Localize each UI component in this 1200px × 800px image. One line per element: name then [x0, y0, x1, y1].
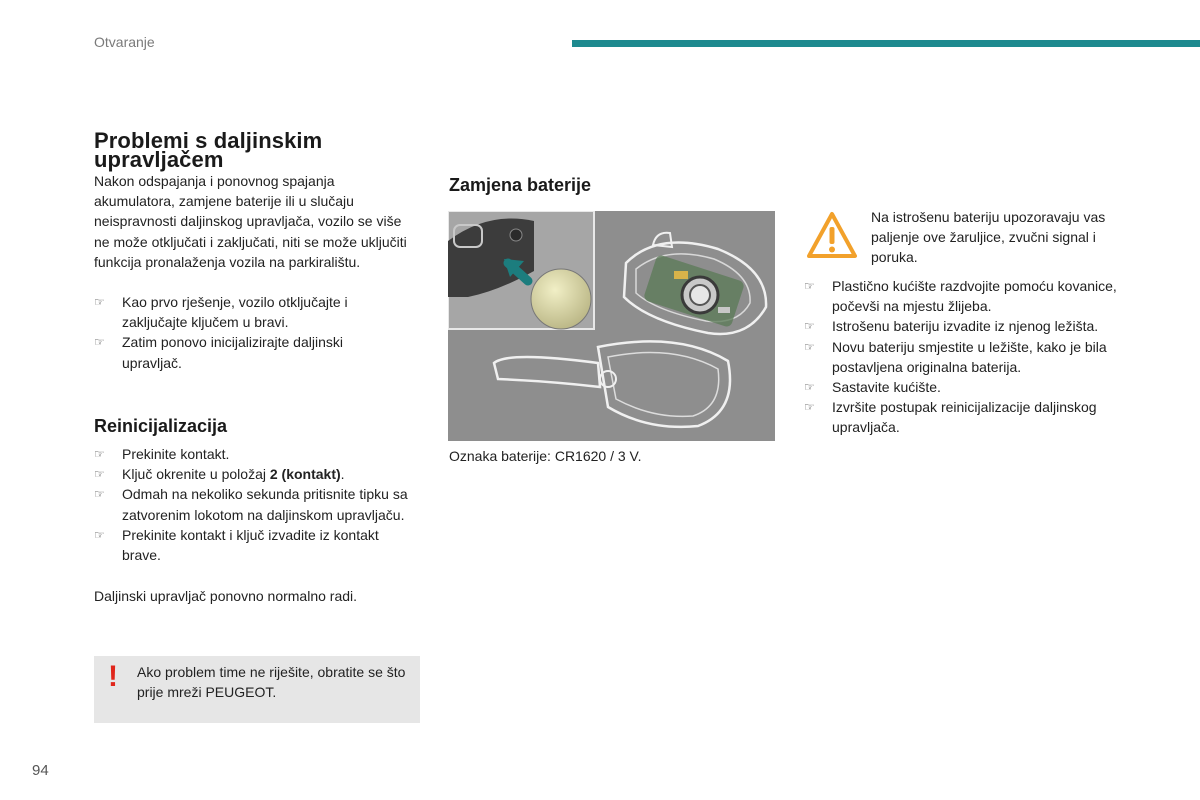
page-title: Problemi s daljinskim upravljačem — [94, 128, 323, 172]
key-position: 2 (kontakt) — [269, 466, 341, 483]
pointing-hand-icon: ☞ — [94, 527, 105, 542]
pointing-hand-icon: ☞ — [94, 335, 105, 350]
list-item: ☞ Istrošenu bateriju izvadite iz njenog ležišta. — [804, 316, 1134, 336]
battery-replacement-illustration — [448, 211, 775, 441]
pointing-hand-icon: ☞ — [804, 339, 815, 354]
battery-steps-list — [804, 276, 1134, 438]
pointing-hand-icon: ☞ — [94, 467, 105, 482]
battery-heading: Zamjena baterije — [449, 175, 592, 195]
list-item: ☞ Kao prvo rješenje, vozilo otključajte i zaključajte ključem u bravi. — [94, 294, 348, 331]
pointing-hand-icon: ☞ — [804, 279, 815, 293]
list-item: ☞ Prekinite kontakt. — [94, 444, 420, 464]
exclamation-icon: ! — [108, 660, 118, 693]
alert-box — [94, 656, 420, 723]
header-accent-bar — [572, 40, 1200, 47]
warning-triangle-icon — [806, 210, 858, 260]
list-item: ☞ Zatim ponovo inicijalizirajte daljinski upravljač. — [94, 334, 343, 371]
warning-text: Na istrošenu bateriju upozoravaju vas paljenje ove žaruljice, zvučni signal i poruka. — [871, 209, 1106, 266]
pointing-hand-icon: ☞ — [804, 319, 815, 334]
first-steps-list — [94, 292, 394, 373]
list-item: ☞ Izvršite postupak reinicijalizacije daljinskog upravljača. — [804, 399, 1097, 436]
reinit-result: Daljinski upravljač ponovno normalno radi. — [94, 588, 358, 604]
pointing-hand-icon: ☞ — [94, 487, 105, 502]
intro-paragraph: Nakon odspajanja i ponovnog spajanja akumulatora, zamjene baterije ili u slučaju neispravnosti daljinskog upravljača, vozilo se više ne može otključati i zaključati, niti se može uključiti funkcija pronalaženja vozila na parkiralištu. — [94, 173, 407, 270]
pointing-hand-icon: ☞ — [804, 400, 815, 415]
list-item: ☞ Prekinite kontakt i ključ izvadite iz kontakt brave. — [94, 526, 379, 564]
list-item: ☞ Ključ okrenite u položaj 2 (kontakt). — [94, 464, 420, 484]
remote-key-drawing — [448, 211, 775, 441]
pointing-hand-icon: ☞ — [94, 295, 105, 309]
list-item: ☞ Novu bateriju smjestite u ležište, kako je bila postavljena originalna baterija. — [804, 338, 1107, 375]
battery-caption: Oznaka baterije: CR1620 / 3 V. — [449, 448, 642, 464]
pointing-hand-icon: ☞ — [94, 447, 105, 461]
page-number: 94 — [32, 762, 49, 779]
reinit-steps-list — [94, 444, 420, 565]
alert-text: Ako problem time ne riješite, obratite se što prije mreži PEUGEOT. — [137, 664, 406, 701]
list-item: ☞ Sastavite kućište. — [804, 377, 1134, 397]
section-label: Otvaranje — [94, 34, 155, 50]
list-item: ☞ Plastično kućište razdvojite pomoću kovanice, počevši na mjestu žlijeba. — [804, 278, 1117, 315]
list-item: ☞ Odmah na nekoliko sekunda pritisnite tipku sa zatvorenim lokotom na daljinskom upravljaču. — [94, 486, 408, 523]
pointing-hand-icon: ☞ — [804, 380, 815, 395]
reinit-heading: Reinicijalizacija — [94, 416, 228, 436]
